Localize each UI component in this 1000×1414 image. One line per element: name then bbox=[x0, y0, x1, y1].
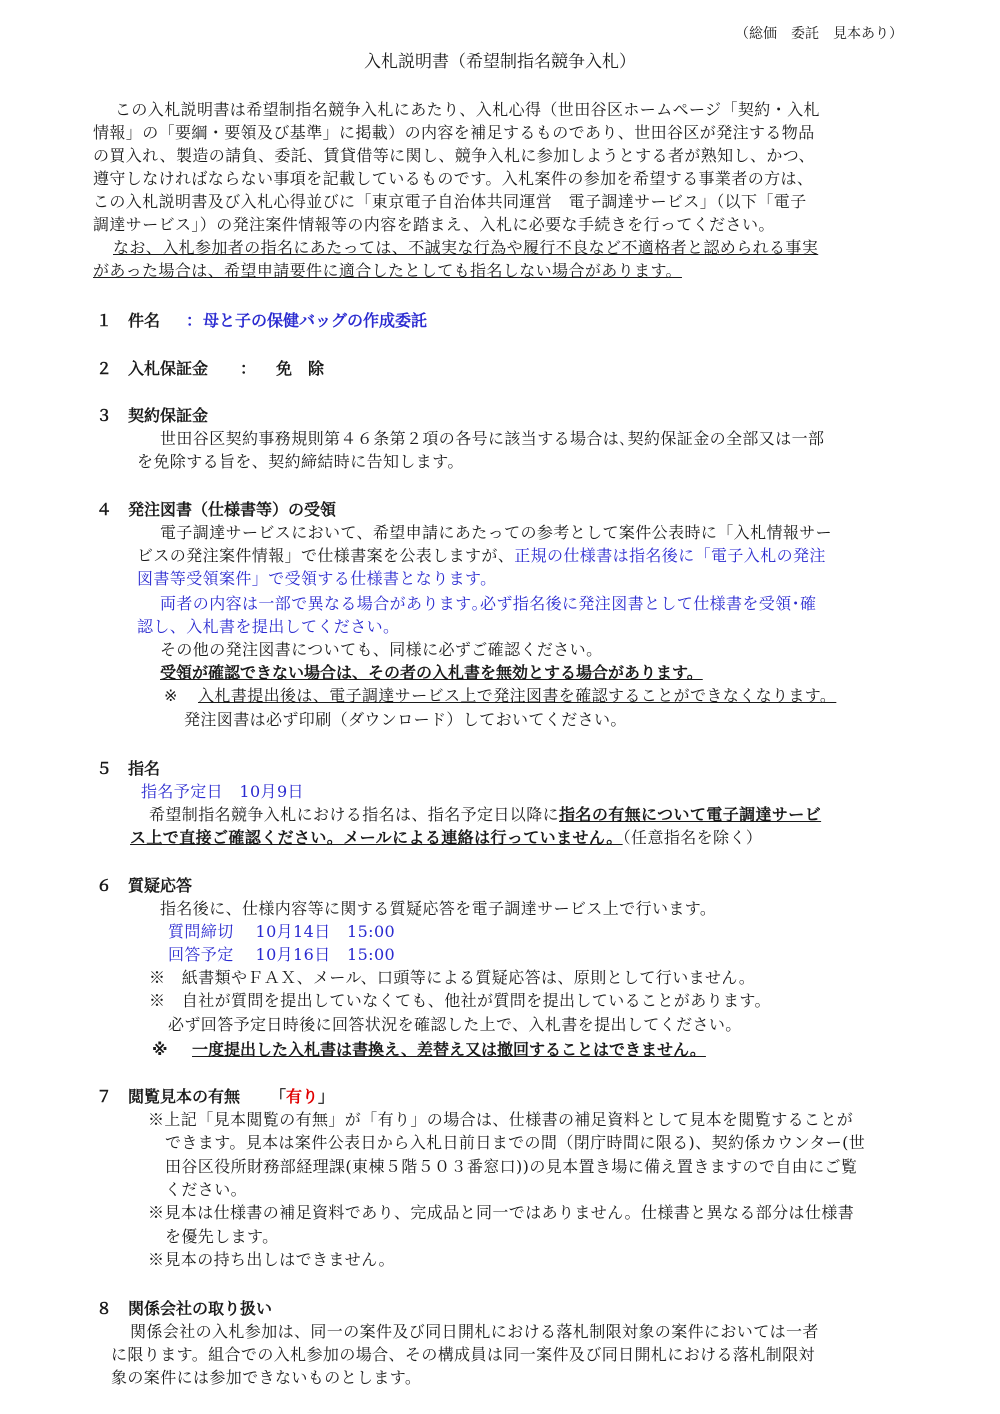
body-line: 象の案件には参加できないものとします。 bbox=[111, 1368, 422, 1387]
body-line: 希望制指名競争入札における指名は、指名予定日以降に指名の有無について電子調達サービ bbox=[149, 805, 822, 824]
section-number: ４ bbox=[96, 500, 113, 519]
note-line: 入札書提出後は、電子調達サービス上で発注図書を確認することができなくなります。 bbox=[198, 686, 837, 705]
note-line: ※ 紙書類やＦＡＸ、メール、口頭等による質疑応答は、原則として行いません。 bbox=[149, 968, 756, 987]
section-heading: 質疑応答 bbox=[128, 876, 193, 895]
intro-line: この入札説明書は希望制指名競争入札にあたり、入札心得（世田谷区ホームページ「契約・入札 bbox=[115, 100, 820, 119]
body-line: ス上で直接ご確認ください。メールによる連絡は行っていません。（任意指名を除く） bbox=[130, 828, 763, 847]
section-number: ２ bbox=[96, 359, 113, 378]
question-deadline: 質問締切 10月14日 15:00 bbox=[168, 922, 396, 941]
body-line: を優先します。 bbox=[165, 1227, 279, 1246]
sample-availability: 「有り」 bbox=[270, 1087, 335, 1106]
intro-line: 調達サービス」）の発注案件情報等の内容を踏まえ、入札に必要な手続きを行ってください。 bbox=[93, 215, 775, 234]
body-line: 図書等受領案件」で受領する仕様書となります。 bbox=[137, 569, 497, 588]
bid-bond-value: 免 除 bbox=[276, 359, 325, 378]
body-line: 電子調達サービスにおいて、希望申請にあたっての参考として案件公表時に「入札情報サー bbox=[160, 523, 833, 542]
body-line: ※上記「見本閲覧の有無」が「有り」の場合は、仕様書の補足資料として見本を閲覧することが bbox=[148, 1110, 854, 1129]
nomination-date: 指名予定日 10月9日 bbox=[141, 782, 304, 801]
body-line: ビスの発注案件情報」で仕様書案を公表しますが、正規の仕様書は指名後に「電子入札の発注 bbox=[137, 546, 826, 565]
section-number: ３ bbox=[96, 406, 113, 425]
note-mark: ※ bbox=[152, 1040, 168, 1059]
warning-line: 一度提出した入札書は書換え、差替え又は撤回することはできません。 bbox=[192, 1040, 706, 1059]
note-mark: ※ bbox=[164, 686, 178, 705]
section-heading: 件名 bbox=[128, 311, 161, 330]
section-number: ５ bbox=[96, 759, 113, 778]
section-heading: 指名 bbox=[128, 759, 161, 778]
intro-line: 遵守しなければならない事項を記載しているものです。入札案件の参加を希望する事業者の方は、 bbox=[93, 169, 814, 188]
section-colon: ： bbox=[240, 359, 257, 378]
body-line: 指名後に、仕様内容等に関する質疑応答を電子調達サービス上で行います。 bbox=[160, 899, 717, 918]
body-line: 田谷区役所財務部経理課(東棟５階５０３番窓口))の見本置き場に備え置きますので自由にご覧 bbox=[165, 1157, 858, 1176]
section-number: ６ bbox=[96, 876, 113, 895]
note-line: 発注図書は必ず印刷（ダウンロード）しておいてください。 bbox=[184, 710, 627, 729]
section-number: ７ bbox=[96, 1087, 113, 1106]
body-line: 関係会社の入札参加は、同一の案件及び同日開札における落札制限対象の案件においては一者 bbox=[130, 1322, 819, 1341]
body-line: 両者の内容は一部で異なる場合があります｡必ず指名後に発注図書として仕様書を受領･確 bbox=[160, 594, 817, 613]
document-category-note: （総価 委託 見本あり） bbox=[735, 26, 903, 42]
section-number: １ bbox=[96, 311, 113, 330]
body-line: 認し、入札書を提出してください。 bbox=[137, 617, 400, 636]
section-colon: ： bbox=[186, 311, 203, 330]
intro-notice-line: があった場合は、希望申請要件に適合したとしても指名しない場合があります。 bbox=[93, 261, 682, 280]
answer-schedule: 回答予定 10月16日 15:00 bbox=[168, 945, 396, 964]
body-line: に限ります。組合での入札参加の場合、その構成員は同一案件及び同日開札における落札制限対 bbox=[111, 1345, 815, 1364]
intro-line: 情報」の「要綱・要領及び基準」に掲載）の内容を補足するものであり、世田谷区が発注する物品 bbox=[93, 123, 815, 142]
section-heading: 閲覧見本の有無 bbox=[128, 1087, 241, 1106]
body-line: その他の発注図書についても、同様に必ずご確認ください。 bbox=[160, 640, 603, 659]
section-heading: 入札保証金 bbox=[128, 359, 209, 378]
section-heading: 関係会社の取り扱い bbox=[128, 1299, 273, 1318]
warning-line: 受領が確認できない場合は、その者の入札書を無効とする場合があります。 bbox=[160, 663, 703, 682]
section-number: ８ bbox=[96, 1299, 113, 1318]
body-line: できます。見本は案件公表日から入札日前日までの間（閉庁時間に限る)、契約係カウンター(世 bbox=[165, 1133, 866, 1152]
intro-line: の買入れ、製造の請負、委託、賃貸借等に関し、競争入札に参加しようとする者が熟知し、かつ、 bbox=[93, 146, 815, 165]
section-heading: 契約保証金 bbox=[128, 406, 209, 425]
body-line: を免除する旨を、契約締結時に告知します。 bbox=[137, 452, 464, 471]
document-title: 入札説明書（希望制指名競争入札） bbox=[364, 52, 636, 72]
body-line: 世田谷区契約事務規則第４６条第２項の各号に該当する場合は､契約保証金の全部又は一部 bbox=[160, 429, 825, 448]
note-line: ※ 自社が質問を提出していなくても、他社が質問を提出していることがあります。 bbox=[149, 991, 771, 1010]
intro-notice-line: なお、入札参加者の指名にあたっては、不誠実な行為や履行不良など不適格者と認められる事実 bbox=[113, 238, 819, 257]
body-line: ※見本の持ち出しはできません。 bbox=[148, 1250, 395, 1269]
section-heading: 発注図書（仕様書等）の受領 bbox=[128, 500, 337, 519]
project-name: 母と子の保健バッグの作成委託 bbox=[203, 311, 428, 330]
body-line: ※見本は仕様書の補足資料であり、完成品と同一ではありません。仕様書と異なる部分は仕様書 bbox=[148, 1203, 855, 1222]
note-line: 必ず回答予定日時後に回答状況を確認した上で、入札書を提出してください。 bbox=[168, 1015, 742, 1034]
body-line: ください。 bbox=[165, 1180, 248, 1199]
intro-line: この入札説明書及び入札心得並びに「東京電子自治体共同運営 電子調達サービス」（以下「電子 bbox=[93, 192, 807, 211]
